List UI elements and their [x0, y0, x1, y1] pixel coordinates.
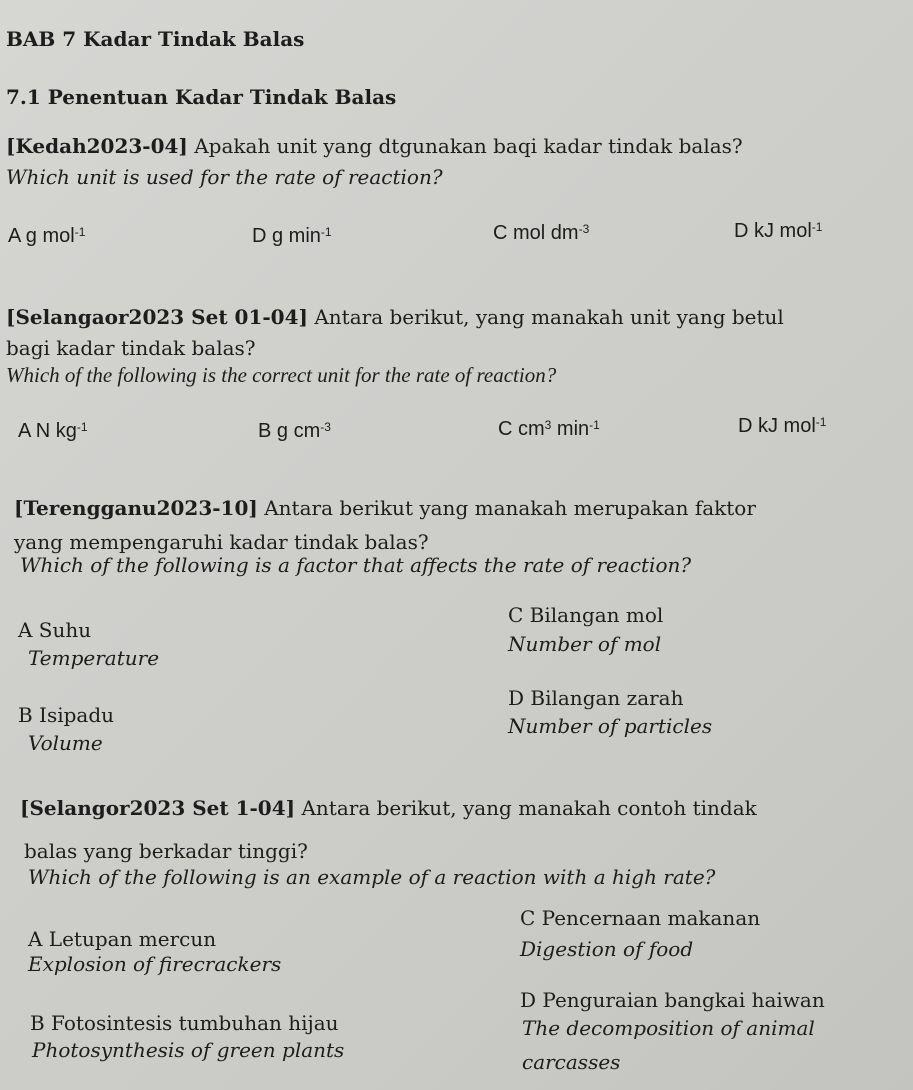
question-3-malay-line-2: yang mempengaruhi kadar tindak balas? [14, 530, 429, 554]
section-title: 7.1 Penentuan Kadar Tindak Balas [6, 85, 397, 109]
question-3-option-b-english: Volume [28, 731, 103, 755]
question-3-option-a-english: Temperature [28, 646, 160, 670]
question-2-option-a: A N $kg^{-1}$ [18, 420, 88, 442]
question-4-option-d-malay: D Penguraian bangkai haiwan [520, 988, 825, 1012]
question-4-option-a-english: Explosion of firecrackers [28, 952, 282, 976]
question-4-option-d-english-line-2: carcasses [522, 1050, 621, 1074]
question-3-option-a-malay: A Suhu [18, 618, 92, 642]
question-1-malay-text: Apakah unit yang dtgunakan baqi kadar tindak balas? [187, 134, 743, 158]
question-1-option-a: A g mol$^{-1}$ [8, 225, 86, 247]
question-1-option-b: D g $\min^{-1}$ [252, 225, 332, 247]
question-1-option-c: C mol $dm^{-3}$ [493, 222, 590, 244]
question-4-option-b-english: Photosynthesis of green plants [32, 1038, 345, 1062]
question-4-option-a-malay: A Letupan mercun [28, 927, 217, 951]
question-2-option-c: C $cm^3$ $\min^{-1}$ [498, 418, 600, 440]
question-2-malay-line-2: bagi kadar tindak balas? [6, 336, 256, 360]
question-2-malay-text: Antara berikut, yang manakah unit yang betul [307, 305, 784, 329]
question-4-option-c-english: Digestion of food [520, 937, 694, 961]
question-2-tag: [Selangaor2023 Set 01-04] [6, 305, 308, 329]
question-4-malay-line-1 [20, 796, 757, 820]
question-1-tag: [Kedah2023-04] [6, 134, 188, 158]
question-4-english: Which of the following is an example of a reaction with a high rate? [28, 865, 716, 889]
question-4-option-b-malay: B Fotosintesis tumbuhan hijau [30, 1011, 339, 1035]
question-3-malay-text: Antara berikut yang manakah merupakan faktor [257, 496, 756, 520]
question-3-option-d-malay: D Bilangan zarah [508, 686, 684, 710]
question-4-malay-text: Antara berikut, yang manakah contoh tindak [295, 796, 757, 820]
question-3-english: Which of the following is a factor that affects the rate of reaction? [20, 553, 692, 577]
question-1-option-d: D kJ mol$^{-1}$ [734, 220, 823, 242]
question-2-option-b: B g $cm^{-3}$ [258, 420, 331, 442]
chapter-title: BAB 7 Kadar Tindak Balas [6, 27, 305, 51]
question-3-tag: [Terengganu2023-10] [14, 496, 258, 520]
question-2-english: Which of the following is the correct unit for the rate of reaction? [6, 363, 557, 387]
question-2-option-d: D kJ mol$^{-1}$ [738, 415, 827, 437]
question-1-english: Which unit is used for the rate of reaction? [6, 165, 443, 189]
question-4-malay-line-2: balas yang berkadar tinggi? [24, 839, 308, 863]
question-2-malay-line-1 [6, 305, 784, 329]
question-3-option-c-english: Number of mol [508, 632, 662, 656]
question-4-option-c-malay: C Pencernaan makanan [520, 906, 761, 930]
question-4-option-d-english-line-1: The decomposition of animal [522, 1016, 815, 1040]
question-3-malay-line-1 [14, 496, 756, 520]
question-3-option-d-english: Number of particles [508, 714, 713, 738]
question-1-malay-line-1 [6, 134, 743, 158]
question-4-tag: [Selangor2023 Set 1-04] [20, 796, 296, 820]
question-3-option-c-malay: C Bilangan mol [508, 603, 664, 627]
question-3-option-b-malay: B Isipadu [18, 703, 115, 727]
